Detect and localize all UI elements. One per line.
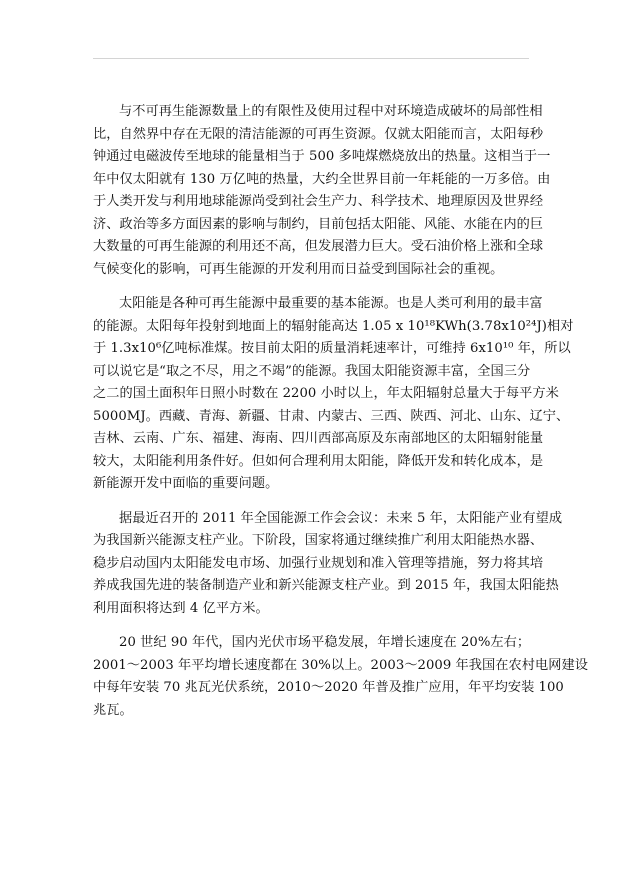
text-line: 与不可再生能源数量上的有限性及使用过程中对环境造成破坏的局部性相: [119, 104, 543, 119]
text-line: 气候变化的影响，可再生能源的开发利用而日益受到国际社会的重视。: [93, 261, 504, 277]
text-line: 大数量的可再生能源的利用还不高，但发展潜力巨大。受石油价格上涨和全球: [93, 239, 544, 254]
document-body: [93, 101, 588, 734]
text-line: 20 世纪 90 年代，国内光伏市场平稳发展，年增长速度在 20%左右；: [119, 635, 531, 650]
paragraph-3: [93, 508, 563, 621]
text-line: 5000MJ。西藏、青海、新疆、甘肃、内蒙古、三西、陕西、河北、山东、辽宁、: [93, 408, 570, 424]
text-line: 中每年安装 70 兆瓦光伏系统，2010～2020 年普及推广应用，年平均安装 100: [93, 680, 564, 695]
text-line: 太阳能是各种可再生能源中最重要的基本能源。也是人类可利用的最丰富: [119, 296, 543, 311]
text-line: 可以说它是“取之不尽，用之不竭”的能源。我国太阳能资源丰富，全国三分: [93, 363, 531, 379]
text-line: 之二的国土面积年日照小时数在 2200 小时以上，年太阳辐射总量大于每平方米: [93, 386, 559, 401]
text-line: 于 1.3x10⁶亿吨标准煤。按目前太阳的质量消耗速率计，可维持 6x10¹⁰ 年，所以: [93, 341, 571, 356]
text-line: 兆瓦。: [93, 702, 133, 718]
text-line: 利用面积将达到 4 亿平方米。: [93, 600, 269, 616]
text-line: 年中仅太阳就有 130 万亿吨的热量，大约全世界目前一年耗能的一万多倍。由: [93, 171, 551, 187]
text-line: 据最近召开的 2011 年全国能源工作会会议：未来 5 年，太阳能产业有望成: [119, 510, 563, 526]
text-line: 较大，太阳能利用条件好。但如何合理利用太阳能，降低开发和转化成本，是: [93, 453, 544, 469]
paragraph-2: [93, 293, 574, 496]
text-line: 的能源。太阳每年投射到地面上的辐射能高达 1.05 x 10¹⁸KWh(3.78x10²⁴J)相对: [93, 318, 574, 334]
text-line: 养成我国先进的装备制造产业和新兴能源支柱产业。到 2015 年，我国太阳能热: [93, 578, 559, 593]
paragraph-1: [93, 101, 551, 281]
text-line: 为我国新兴能源支柱产业。下阶段，国家将通过继续推广利用太阳能热水器、: [93, 533, 544, 548]
text-line: 吉林、云南、广东、福建、海南、四川西部高原及东南部地区的太阳辐射能量: [93, 431, 544, 446]
text-line: 钟通过电磁波传至地球的能量相当于 500 多吨煤燃烧放出的热量。这相当于一: [93, 149, 551, 164]
text-line: 于人类开发与利用地球能源尚受到社会生产力、科学技术、地理原因及世界经: [93, 194, 544, 209]
text-line: 稳步启动国内太阳能发电市场、加强行业规划和准入管理等措施，努力将其培: [93, 555, 544, 571]
text-line: 新能源开发中面临的重要问题。: [93, 476, 279, 491]
text-line: 济、政治等多方面因素的影响与制约，目前包括太阳能、风能、水能在内的巨: [93, 216, 544, 232]
header-rule: [93, 58, 529, 59]
text-line: 2001～2003 年平均增长速度都在 30%以上。2003～2009 年我国在农村电网建设: [93, 657, 588, 673]
paragraph-4: [93, 632, 588, 722]
text-line: 比，自然界中存在无限的清洁能源的可再生资源。仅就太阳能而言，太阳每秒: [93, 126, 544, 142]
